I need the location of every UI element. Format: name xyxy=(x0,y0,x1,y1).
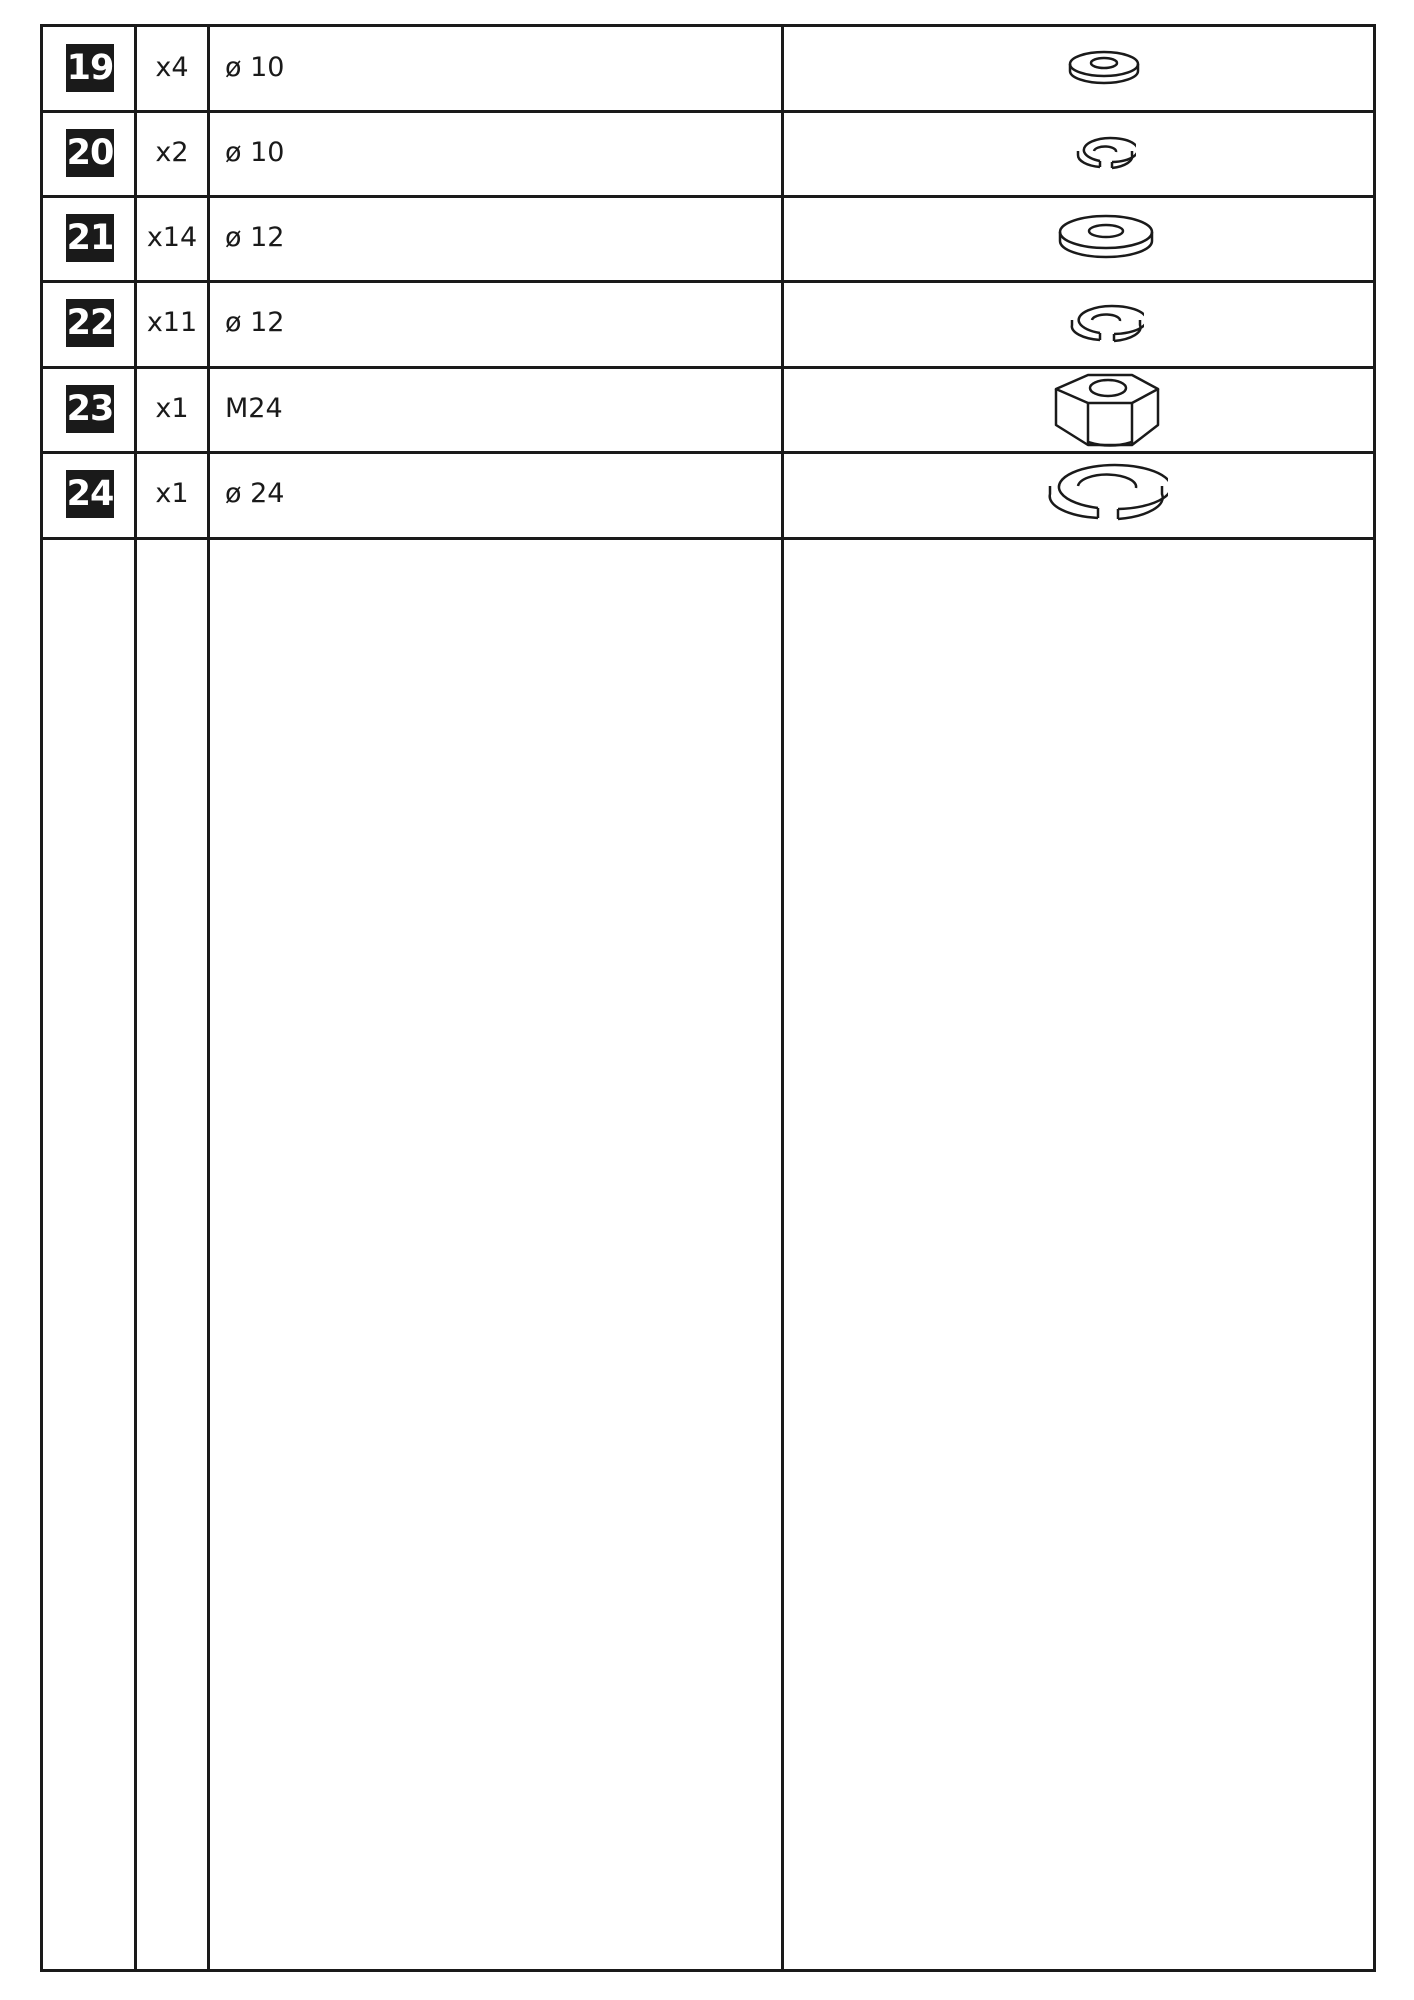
part-number-badge: 21 xyxy=(66,214,114,262)
row-divider xyxy=(40,280,1376,283)
row-divider xyxy=(40,110,1376,113)
part-quantity: x1 xyxy=(155,393,189,424)
flat-washer-icon xyxy=(1056,211,1156,265)
row-divider xyxy=(40,195,1376,198)
column-divider-3 xyxy=(781,24,784,1972)
part-size: ø 12 xyxy=(225,222,285,253)
spring-washer-icon xyxy=(1044,456,1168,530)
column-divider-2 xyxy=(207,24,210,1972)
part-quantity: x4 xyxy=(155,52,189,83)
spring-washer-icon xyxy=(1068,300,1144,348)
part-size: ø 10 xyxy=(225,137,285,168)
part-quantity: x2 xyxy=(155,137,189,168)
table-border-right xyxy=(1373,24,1376,1972)
part-quantity: x1 xyxy=(155,478,189,509)
table-border-left xyxy=(40,24,43,1972)
row-divider xyxy=(40,451,1376,454)
row-divider xyxy=(40,537,1376,540)
part-number-badge: 20 xyxy=(66,129,114,177)
hex-nut-icon xyxy=(1052,367,1162,451)
part-number-badge: 23 xyxy=(66,385,114,433)
part-number-badge: 24 xyxy=(66,470,114,518)
part-quantity: x14 xyxy=(146,222,198,253)
part-quantity: x11 xyxy=(146,307,198,338)
part-size: M24 xyxy=(225,393,283,424)
part-number-badge: 22 xyxy=(66,299,114,347)
row-divider xyxy=(40,366,1376,369)
flat-washer-icon xyxy=(1066,48,1142,88)
part-size: ø 12 xyxy=(225,307,285,338)
table-border-bottom xyxy=(40,1969,1376,1972)
table-border-top xyxy=(40,24,1376,27)
part-number-badge: 19 xyxy=(66,44,114,92)
spring-washer-icon xyxy=(1074,134,1136,174)
part-size: ø 24 xyxy=(225,478,285,509)
part-size: ø 10 xyxy=(225,52,285,83)
